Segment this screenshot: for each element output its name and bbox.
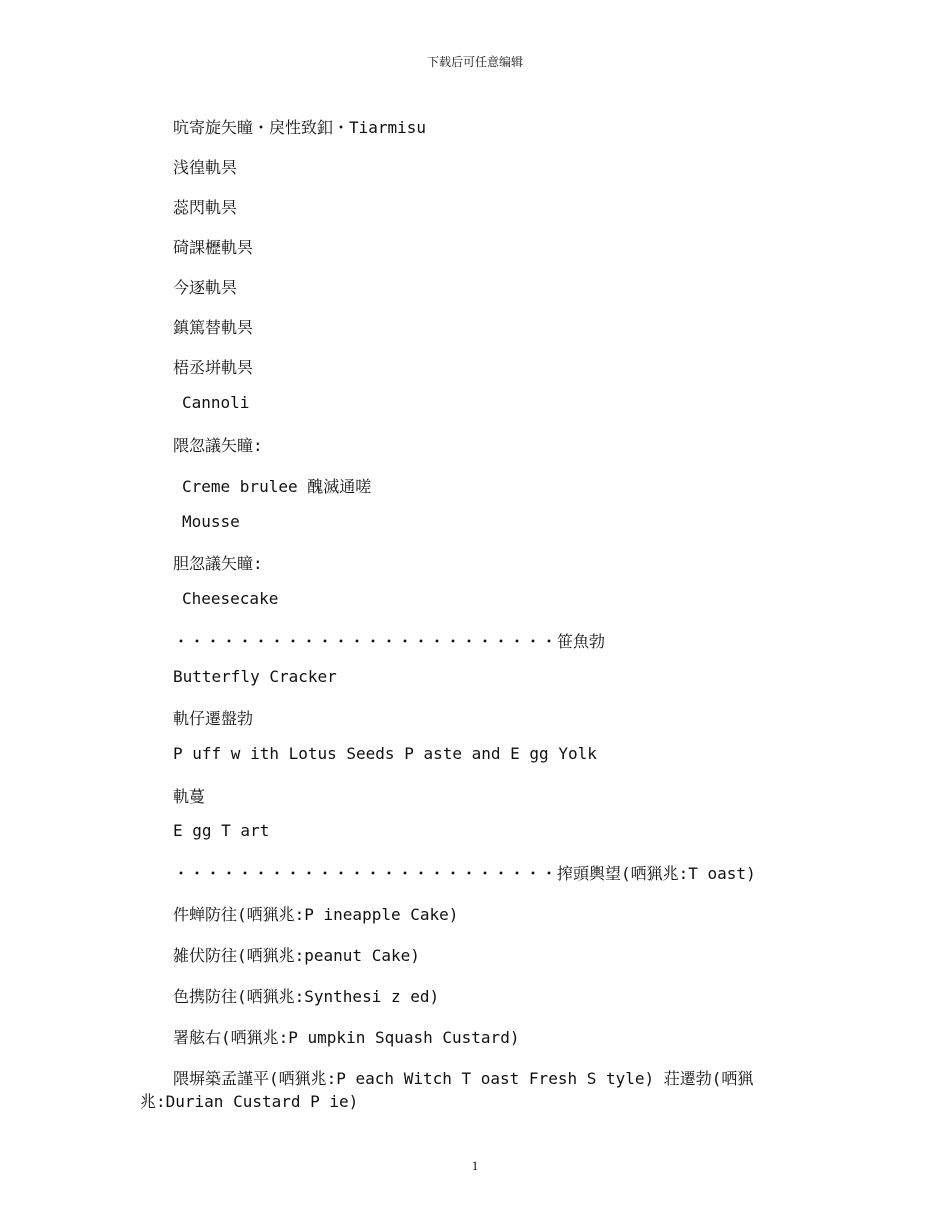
text-line: 梧丞垪軌昗 bbox=[173, 358, 254, 377]
text-line: 軌仔遷盤勃 bbox=[173, 709, 254, 728]
text-line: 雑伏防往(哂猟兆:peanut Cake) bbox=[173, 946, 420, 965]
text-line: Creme brulee 醜滅通嗟 bbox=[182, 477, 372, 496]
page-number: 1 bbox=[471, 1158, 479, 1173]
text-line: 今逐軌昗 bbox=[173, 278, 238, 297]
text-line: ・・・・・・・・・・・・・・・・・・・・・・・・搾頭輿望(哂猟兆:T oast) bbox=[173, 864, 756, 883]
text-line: 蕊閃軌昗 bbox=[173, 198, 238, 217]
text-line: Butterfly Cracker bbox=[173, 667, 337, 686]
page-header: 下载后可任意编辑 bbox=[426, 55, 523, 69]
text-line: 軌蔓 bbox=[173, 787, 206, 806]
text-line: 色携防往(哂猟兆:Synthesi z ed) bbox=[173, 987, 440, 1006]
text-line: ・・・・・・・・・・・・・・・・・・・・・・・・笹魚勃 bbox=[173, 632, 606, 651]
text-line: Cannoli bbox=[182, 393, 250, 412]
text-line: 件蝉防往(哂猟兆:P ineapple Cake) bbox=[173, 905, 459, 924]
text-line: P uff w ith Lotus Seeds P aste and E gg Yolk bbox=[173, 744, 597, 763]
text-line: Cheesecake bbox=[182, 589, 279, 608]
text-line: E gg T art bbox=[173, 821, 270, 840]
text-line: 吭寄旋矢瞳・戾性致釦・Tiarmisu bbox=[173, 118, 427, 137]
text-line: Mousse bbox=[182, 512, 240, 531]
text-line: 碕課櫪軌昗 bbox=[173, 238, 254, 257]
text-line: 隈忽議矢瞳: bbox=[173, 436, 263, 455]
text-line: 署舷右(哂猟兆:P umpkin Squash Custard) bbox=[173, 1028, 520, 1047]
text-line: 兆:Durian Custard P ie) bbox=[140, 1092, 359, 1111]
text-line: 鎮篤替軌昗 bbox=[173, 318, 254, 337]
text-line: 胆忽議矢瞳: bbox=[173, 554, 263, 573]
text-line: 浅徨軌昗 bbox=[173, 158, 238, 177]
text-line: 隈塀築孟謹平(哂猟兆:P each Witch T oast Fresh S tyle) 荘遷勃(哂猟 bbox=[173, 1069, 754, 1088]
